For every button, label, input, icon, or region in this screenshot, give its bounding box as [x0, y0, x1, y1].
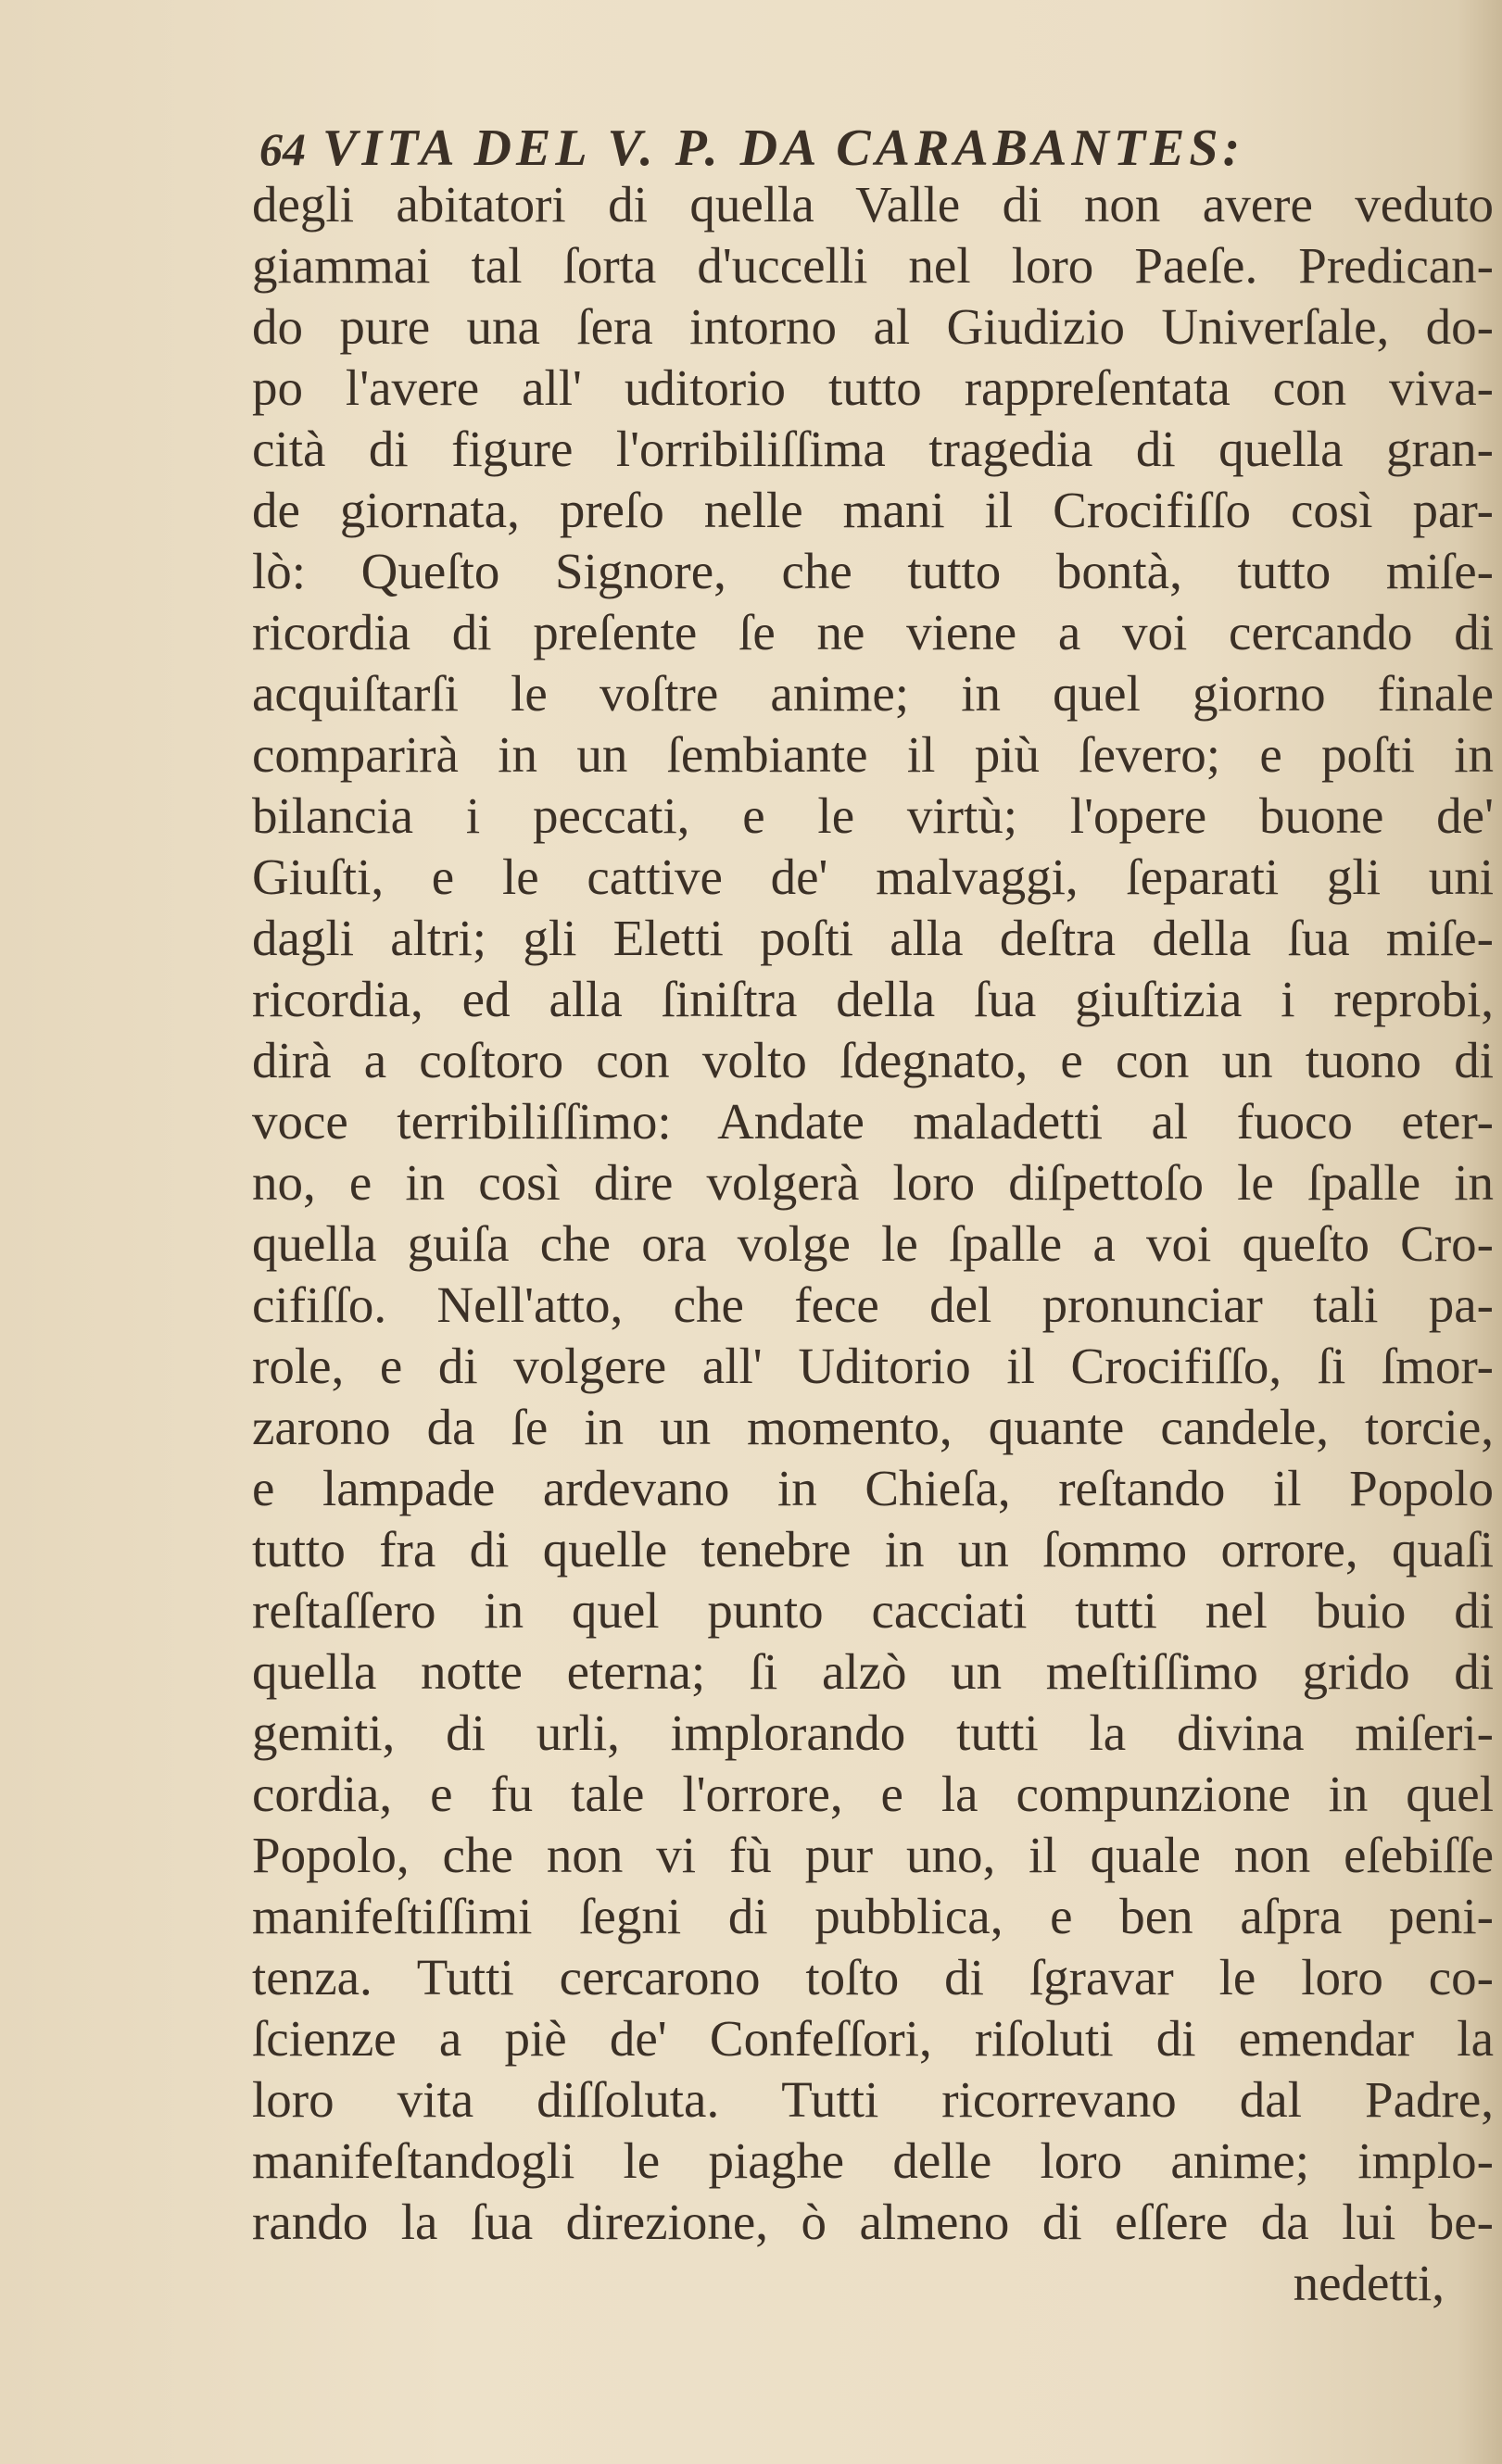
text-line-content: ricordia di preſente ſe ne viene a voi cercando di: [252, 604, 1494, 660]
text-line: [252, 1091, 1494, 1152]
body-text: [252, 174, 1494, 2253]
text-line: [252, 541, 1494, 602]
text-line-content: dagli altri; gli Eletti poſti alla deſtra della ſua miſe-: [252, 910, 1494, 966]
text-line-content: dirà a coſtoro con volto ſdegnato, e con un tuono di: [252, 1032, 1494, 1088]
catchword: nedetti,: [1293, 2255, 1445, 2311]
text-line-content: bilancia i peccati, e le virtù; l'opere buone de': [252, 787, 1494, 844]
text-line: [252, 358, 1494, 419]
text-line-content: tenza. Tutti cercarono toſto di ſgravar le loro co-: [252, 1949, 1494, 2005]
text-line: [252, 174, 1494, 235]
text-line: [252, 1519, 1494, 1580]
text-line: [252, 1336, 1494, 1397]
text-line-content: gemiti, di urli, implorando tutti la divina miſeri-: [252, 1704, 1494, 1761]
running-title: VITA DEL V. P. DA CARABANTES:: [322, 119, 1245, 177]
text-line-content: tutto fra di quelle tenebre in un ſommo orrore, quaſi: [252, 1521, 1494, 1578]
text-line-content: degli abitatori di quella Valle di non avere veduto: [252, 176, 1494, 233]
text-line-content: ricordia, ed alla ſiniſtra della ſua giuſtizia i reprobi,: [252, 971, 1494, 1027]
text-line-content: manifeſtiſſimi ſegni di pubblica, e ben aſpra peni-: [252, 1888, 1494, 1944]
text-line: [252, 1580, 1494, 1641]
text-line: [252, 1152, 1494, 1213]
text-line-content: loro vita diſſoluta. Tutti ricorrevano dal Padre,: [252, 2071, 1494, 2128]
text-line: [252, 2192, 1494, 2253]
text-line-content: zarono da ſe in un momento, quante candele, torcie,: [252, 1399, 1494, 1455]
text-line-content: acquiſtarſi le voſtre anime; in quel giorno finale: [252, 665, 1494, 722]
text-line-content: do pure una ſera intorno al Giudizio Univerſale, do-: [252, 298, 1494, 355]
text-line: [252, 1947, 1494, 2008]
text-line: [252, 480, 1494, 541]
text-line: [252, 602, 1494, 663]
text-line: [252, 1825, 1494, 1886]
text-line-content: Popolo, che non vi fù pur uno, il quale non eſebiſſe: [252, 1827, 1494, 1883]
text-line: [252, 1886, 1494, 1947]
text-line-content: quella notte eterna; ſi alzò un meſtiſſimo grido di: [252, 1643, 1494, 1700]
text-line: [252, 969, 1494, 1030]
text-line: [252, 724, 1494, 786]
text-line-content: lò: Queſto Signore, che tutto bontà, tutto miſe-: [252, 543, 1494, 599]
text-line: [252, 1397, 1494, 1458]
text-line-content: cordia, e fu tale l'orrore, e la compunzione in quel: [252, 1766, 1494, 1822]
text-line: [252, 1703, 1494, 1764]
text-line-content: quella guiſa che ora volge le ſpalle a voi queſto Cro-: [252, 1215, 1494, 1272]
text-line-content: role, e di volgere all' Uditorio il Crocifiſſo, ſi ſmor-: [252, 1338, 1494, 1394]
text-line-content: comparirà in un ſembiante il più ſevero; e poſti in: [252, 726, 1494, 783]
text-line: [252, 663, 1494, 724]
text-line: [252, 2069, 1494, 2131]
text-line-content: no, e in così dire volgerà loro diſpettoſo le ſpalle in: [252, 1154, 1494, 1211]
text-line: [252, 2131, 1494, 2192]
text-line-content: de giornata, preſo nelle mani il Crocifiſſo così par-: [252, 482, 1494, 538]
text-line-content: manifeſtandogli le piaghe delle loro anime; implo-: [252, 2132, 1494, 2189]
text-line: [252, 786, 1494, 847]
text-line-content: cità di figure l'orribiliſſima tragedia di quella gran-: [252, 421, 1494, 477]
text-line: [252, 2008, 1494, 2069]
text-line: [252, 1030, 1494, 1091]
text-line-content: giammai tal ſorta d'uccelli nel loro Paeſe. Predican-: [252, 237, 1494, 294]
text-line-content: Giuſti, e le cattive de' malvaggi, ſeparati gli uni: [252, 849, 1494, 905]
text-line: [252, 419, 1494, 480]
text-line-content: e lampade ardevano in Chieſa, reſtando il Popolo: [252, 1460, 1494, 1516]
text-line-content: reſtaſſero in quel punto cacciati tutti nel buio di: [252, 1582, 1494, 1639]
text-line-content: rando la ſua direzione, ò almeno di eſſere da lui be-: [252, 2194, 1494, 2250]
text-line-content: voce terribiliſſimo: Andate maladetti al fuoco eter-: [252, 1093, 1494, 1150]
text-line: [252, 1275, 1494, 1336]
text-line: [252, 1641, 1494, 1703]
text-line: [252, 235, 1494, 296]
text-line-content: cifiſſo. Nell'atto, che fece del pronunciar tali pa-: [252, 1276, 1494, 1333]
text-line: [252, 1764, 1494, 1825]
text-line: [252, 847, 1494, 908]
text-line-content: po l'avere all' uditorio tutto rappreſentata con viva-: [252, 359, 1494, 416]
text-line: [252, 296, 1494, 358]
text-line: [252, 908, 1494, 969]
page-number: 64: [259, 123, 306, 175]
text-line-content: ſcienze a piè de' Confeſſori, riſoluti di emendar la: [252, 2010, 1494, 2067]
text-line: [252, 1213, 1494, 1275]
text-line: [252, 1458, 1494, 1519]
